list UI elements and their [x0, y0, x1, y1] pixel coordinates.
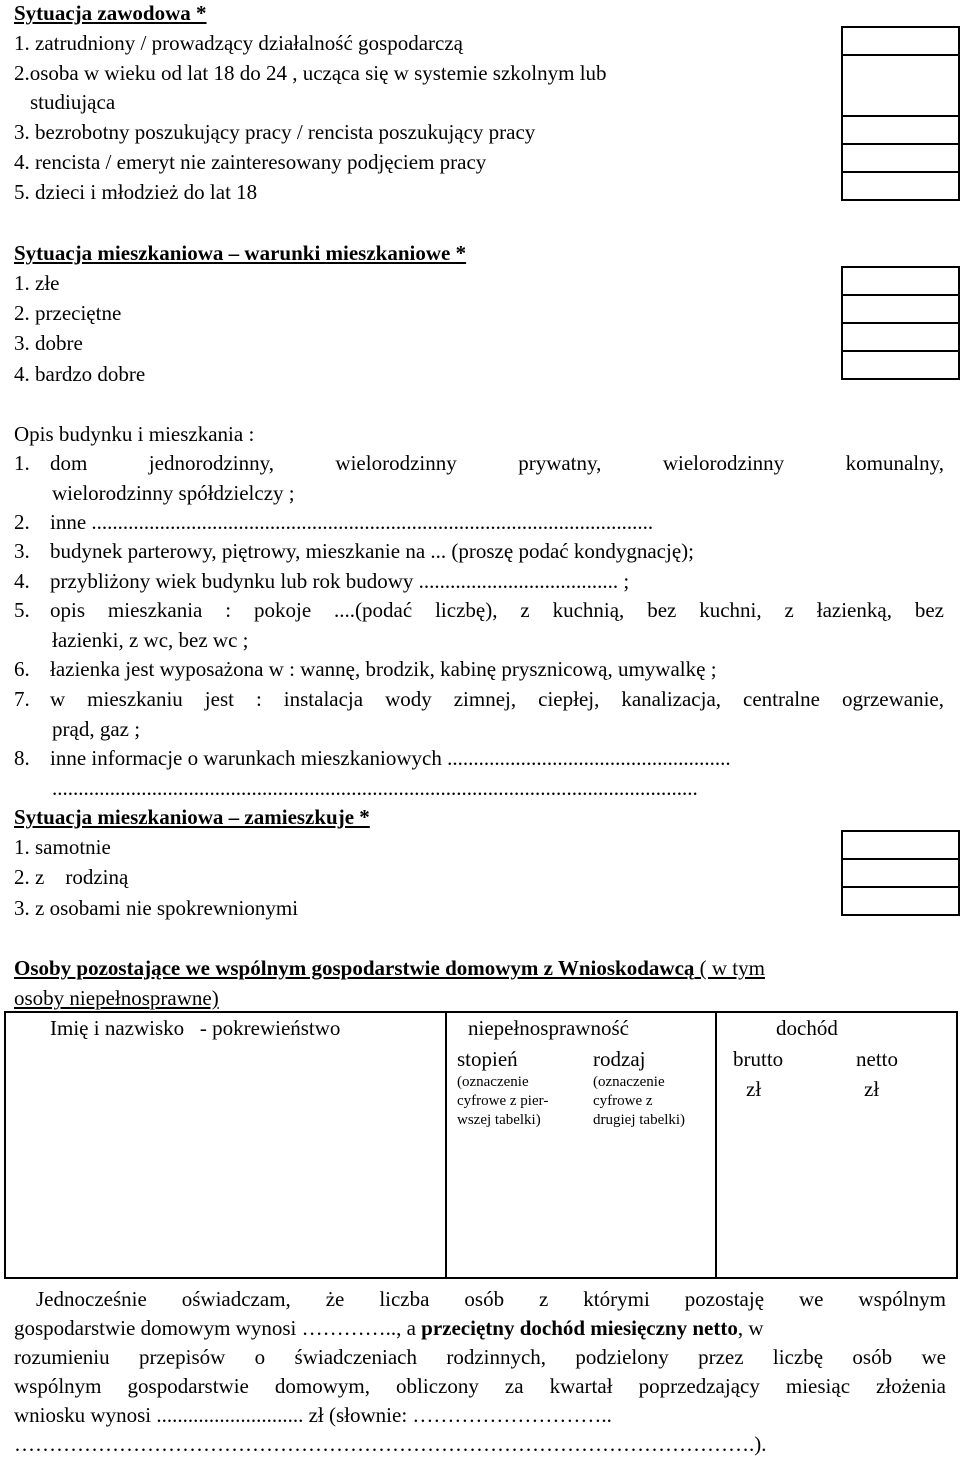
- household-sub-degree-note-2: cyfrowe z pier-: [457, 1093, 549, 1109]
- household-table[interactable]: [4, 1011, 958, 1279]
- declaration-line-2-bold: przeciętny dochód miesięczny netto: [421, 1316, 738, 1340]
- declaration-word: liczba: [379, 1287, 430, 1311]
- declaration-line-4: [14, 1373, 946, 1399]
- household-sub-net-unit: zł: [864, 1077, 880, 1101]
- work-item-5: 5. dzieci i młodzież do lat 18: [14, 180, 258, 204]
- declaration-word: pozostaję: [684, 1287, 765, 1311]
- housing-condition-2: 2. przeciętne: [14, 301, 122, 325]
- building-item-8-num: 8.: [14, 746, 30, 770]
- declaration-line-3: [14, 1344, 946, 1370]
- work-item-3: 3. bezrobotny poszukujący pracy / rencista poszukujący pracy: [14, 120, 536, 144]
- household-sub-type-note-3: drugiej tabelki): [593, 1112, 686, 1128]
- building-item-7-cont: prąd, gaz ;: [52, 717, 141, 741]
- declaration-word: osób: [852, 1345, 893, 1369]
- building-item-6-num: 6.: [14, 657, 30, 681]
- declaration-line-2: [14, 1315, 946, 1341]
- housing-checkbox-1[interactable]: [842, 267, 959, 295]
- work-heading: Sytuacja zawodowa *: [14, 1, 207, 25]
- declaration-word: świadczeniach: [294, 1345, 417, 1369]
- household-sub-degree-note-3: wszej tabelki): [457, 1112, 541, 1128]
- household-heading-line2: osoby niepełnosprawne): [14, 986, 219, 1010]
- declaration-word: miesiąc: [785, 1374, 851, 1398]
- building-item-6-text: łazienka jest wyposażona w : wannę, brodzik, kabinę prysznicową, umywalkę ;: [50, 657, 717, 681]
- work-checkbox-2[interactable]: [842, 55, 959, 116]
- declaration-word: osób: [464, 1287, 505, 1311]
- household-heading-bold: Osoby pozostające we wspólnym gospodarstwie domowym z Wnioskodawcą: [14, 956, 695, 980]
- building-item-7: [14, 686, 946, 712]
- household-sub-type-note: [593, 1073, 685, 1130]
- work-item-2: 2.osoba w wieku od lat 18 do 24 , ucząca się w systemie szkolnym lub: [14, 61, 607, 85]
- living-checkbox-1[interactable]: [842, 831, 959, 859]
- declaration-word: rozumieniu: [14, 1345, 110, 1369]
- building-item-2: [14, 509, 653, 535]
- declaration-word: oświadczam,: [181, 1287, 291, 1311]
- housing-conditions-checkbox-grid: [841, 266, 960, 380]
- building-item-1-cont: wielorodzinny spółdzielczy ;: [52, 481, 295, 505]
- living-with-heading: Sytuacja mieszkaniowa – zamieszkuje *: [14, 805, 370, 829]
- household-col-disability: niepełnosprawność: [468, 1016, 629, 1040]
- declaration-line-5: wniosku wynosi ............................ zł (słownie: ………………………..: [14, 1403, 612, 1427]
- building-item-8-text: inne informacje o warunkach mieszkaniowych ......................................................: [50, 746, 731, 770]
- declaration-word: we: [798, 1287, 824, 1311]
- housing-conditions-heading: Sytuacja mieszkaniowa – warunki mieszkaniowe *: [14, 241, 467, 265]
- household-table-divider-1: [445, 1013, 447, 1277]
- declaration-word: wspólnym: [14, 1374, 102, 1398]
- declaration-line-6: …………………………………………………………………………………………….).: [14, 1432, 767, 1456]
- work-item-1: 1. zatrudniony / prowadzący działalność gospodarczą: [14, 31, 463, 55]
- building-item-4-num: 4.: [14, 569, 30, 593]
- household-heading-tail: ( w tym: [694, 956, 765, 980]
- building-heading: Opis budynku i mieszkania :: [14, 422, 255, 446]
- household-sub-gross-unit: zł: [746, 1077, 762, 1101]
- building-item-2-text: inne ...........................................................................................................: [50, 510, 654, 534]
- declaration-word: którymi: [583, 1287, 650, 1311]
- declaration-word: za: [504, 1374, 524, 1398]
- declaration-word: złożenia: [876, 1374, 946, 1398]
- living-with-2: 2. z rodziną: [14, 865, 129, 889]
- household-sub-type-note-1: (oznaczenie: [593, 1074, 665, 1090]
- declaration-word: wspólnym: [858, 1287, 946, 1311]
- building-item-1: [14, 450, 946, 476]
- building-item-1-text: dom jednorodzinny, wielorodzinny prywatny, wielorodzinny komunalny,: [50, 451, 944, 475]
- work-checkbox-5[interactable]: [842, 172, 959, 200]
- declaration-word: rodzinnych,: [446, 1345, 547, 1369]
- housing-checkbox-2[interactable]: [842, 295, 959, 323]
- building-item-3-num: 3.: [14, 539, 30, 563]
- household-col-income: dochód: [776, 1016, 838, 1040]
- housing-condition-1: 1. złe: [14, 271, 60, 295]
- declaration-word: o: [254, 1345, 266, 1369]
- work-checkbox-3[interactable]: [842, 116, 959, 144]
- building-item-6: [14, 656, 717, 682]
- building-item-3-text: budynek parterowy, piętrowy, mieszkanie na ... (proszę podać kondygnację);: [50, 539, 694, 563]
- building-item-4: [14, 568, 629, 594]
- living-with-3: 3. z osobami nie spokrewnionymi: [14, 896, 299, 920]
- declaration-line-2-a: gospodarstwie domowym wynosi ………….., a: [14, 1316, 422, 1340]
- household-heading: [14, 955, 765, 981]
- declaration-word: gospodarstwie: [127, 1374, 249, 1398]
- building-item-5: [14, 597, 946, 623]
- building-item-5-text: opis mieszkania : pokoje ....(podać liczbę), z kuchnią, bez kuchni, z łazienką, bez: [50, 598, 944, 622]
- household-sub-type: rodzaj: [593, 1047, 646, 1071]
- building-item-7-text: w mieszkaniu jest : instalacja wody zimnej, ciepłej, kanalizacja, centralne ogrzewanie,: [50, 687, 944, 711]
- building-item-5-num: 5.: [14, 598, 30, 622]
- household-sub-net: netto: [856, 1047, 898, 1071]
- work-item-2-cont: studiująca: [30, 90, 116, 114]
- building-item-7-num: 7.: [14, 687, 30, 711]
- household-sub-gross: brutto: [733, 1047, 784, 1071]
- housing-condition-3: 3. dobre: [14, 331, 83, 355]
- declaration-word: podzielony: [575, 1345, 669, 1369]
- declaration-word: poprzedzający: [638, 1374, 760, 1398]
- work-checkbox-grid: [841, 26, 960, 201]
- declaration-word: przez: [698, 1345, 744, 1369]
- household-sub-degree: stopień: [457, 1047, 518, 1071]
- building-item-8: [14, 745, 731, 771]
- building-item-4-text: przybliżony wiek budynku lub rok budowy ...................................... ;: [50, 569, 630, 593]
- declaration-word: przepisów: [139, 1345, 226, 1369]
- declaration-word: obliczony: [396, 1374, 479, 1398]
- declaration-word: Jednocześnie: [36, 1287, 147, 1311]
- work-checkbox-1[interactable]: [842, 27, 959, 55]
- declaration-line-1: [14, 1286, 946, 1312]
- declaration-word: kwartał: [549, 1374, 613, 1398]
- living-with-checkbox-grid: [841, 830, 960, 916]
- household-sub-degree-note-1: (oznaczenie: [457, 1074, 529, 1090]
- household-col-name: Imię i nazwisko - pokrewieństwo: [50, 1016, 341, 1040]
- living-checkbox-3[interactable]: [842, 887, 959, 915]
- building-item-2-num: 2.: [14, 510, 30, 534]
- living-with-1: 1. samotnie: [14, 835, 111, 859]
- work-item-4: 4. rencista / emeryt nie zainteresowany podjęciem pracy: [14, 150, 487, 174]
- building-item-5-cont: łazienki, z wc, bez wc ;: [52, 628, 249, 652]
- housing-checkbox-4[interactable]: [842, 351, 959, 379]
- household-sub-degree-note: [457, 1073, 548, 1130]
- declaration-word: że: [325, 1287, 345, 1311]
- housing-checkbox-3[interactable]: [842, 323, 959, 351]
- household-sub-type-note-2: cyfrowe z: [593, 1093, 653, 1109]
- housing-condition-4: 4. bardzo dobre: [14, 362, 146, 386]
- building-dots-line: ...........................................................................................................................: [52, 776, 698, 800]
- building-item-1-num: 1.: [14, 451, 30, 475]
- declaration-word: z: [539, 1287, 549, 1311]
- work-checkbox-4[interactable]: [842, 144, 959, 172]
- declaration-word: we: [921, 1345, 946, 1369]
- living-checkbox-2[interactable]: [842, 859, 959, 887]
- declaration-word: domowym,: [274, 1374, 370, 1398]
- building-item-3: [14, 538, 694, 564]
- declaration-line-2-c: , w: [737, 1316, 764, 1340]
- household-table-divider-2: [715, 1013, 717, 1277]
- declaration-word: liczbę: [772, 1345, 824, 1369]
